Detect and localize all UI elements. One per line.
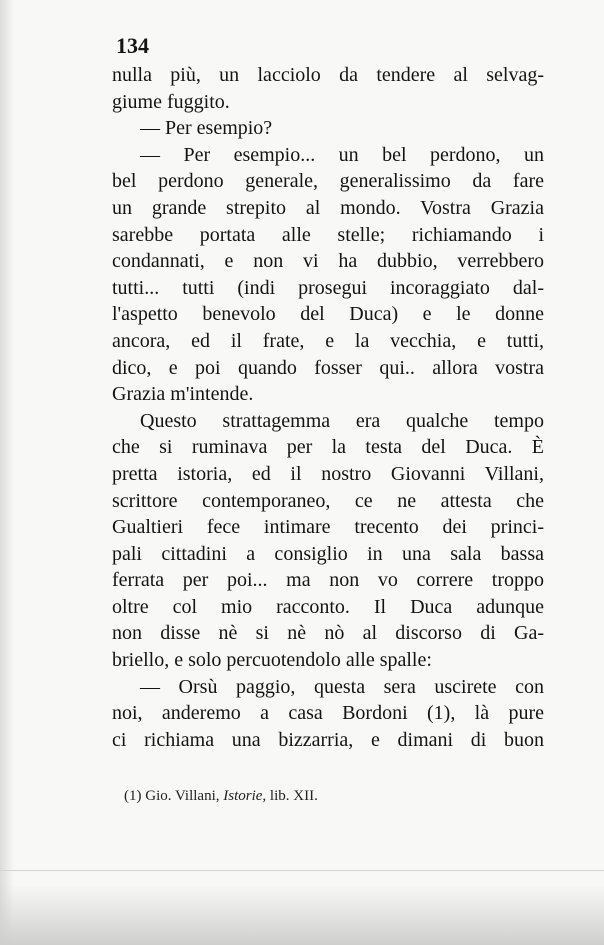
text-line: pali cittadini a consiglio in una sala bassa bbox=[112, 542, 544, 565]
footnote bbox=[124, 788, 318, 805]
text-line: ferrata per poi... ma non vo correre troppo bbox=[112, 569, 544, 592]
text-line: scrittore contemporaneo, ce ne attesta che bbox=[112, 489, 544, 512]
text-line: Grazia m'intende. bbox=[112, 383, 254, 406]
text-line: un grande strepito al mondo. Vostra Grazia bbox=[112, 196, 544, 219]
page-number: 134 bbox=[116, 33, 149, 58]
text-line: bel perdono generale, generalissimo da fare bbox=[112, 170, 544, 193]
text-line: non disse nè si nè nò al discorso di Ga- bbox=[112, 622, 544, 645]
text-line: oltre col mio racconto. Il Duca adunque bbox=[112, 595, 544, 618]
text-line: briello, e solo percuotendolo alle spalle: bbox=[112, 649, 432, 672]
text-line: l'aspetto benevolo del Duca) e le donne bbox=[112, 303, 544, 326]
text-line: che si ruminava per la testa del Duca. È bbox=[112, 436, 544, 459]
page-bottom-shadow bbox=[0, 885, 604, 945]
text-line: dico, e poi quando fosser qui.. allora vostra bbox=[112, 356, 544, 379]
text-line: ancora, ed il frate, e la vecchia, e tutti, bbox=[112, 329, 544, 352]
footnote-marker: (1) bbox=[124, 788, 142, 804]
text-line: noi, anderemo a casa Bordoni (1), là pure bbox=[112, 702, 544, 725]
text-line: sarebbe portata alle stelle; richiamando i bbox=[112, 223, 544, 246]
text-line: Gualtieri fece intimare trecento dei princi- bbox=[112, 516, 544, 539]
text-line: condannati, e non vi ha dubbio, verrebbero bbox=[112, 250, 544, 273]
footnote-reference: lib. XII. bbox=[269, 788, 318, 804]
page-divider bbox=[0, 870, 604, 871]
text-line: — Per esempio? bbox=[140, 117, 273, 140]
body-text bbox=[112, 62, 544, 753]
footnote-author: Gio. Villani, bbox=[145, 788, 220, 804]
text-line: pretta istoria, ed il nostro Giovanni Villani, bbox=[112, 462, 544, 485]
text-line: giume fuggito. bbox=[112, 90, 230, 113]
text-line: nulla più, un lacciolo da tendere al selvag- bbox=[112, 64, 544, 86]
text-line: ci richiama una bizzarria, e dimani di buon bbox=[112, 728, 544, 751]
text-line: Questo strattagemma era qualche tempo bbox=[140, 409, 544, 432]
text-line: — Per esempio... un bel perdono, un bbox=[140, 143, 544, 166]
page-edge-shadow bbox=[0, 0, 14, 945]
text-line: — Orsù paggio, questa sera uscirete con bbox=[140, 675, 544, 698]
text-line: tutti... tutti (indi prosegui incoraggiato dal- bbox=[112, 276, 544, 299]
footnote-work: Istorie, bbox=[223, 788, 267, 804]
